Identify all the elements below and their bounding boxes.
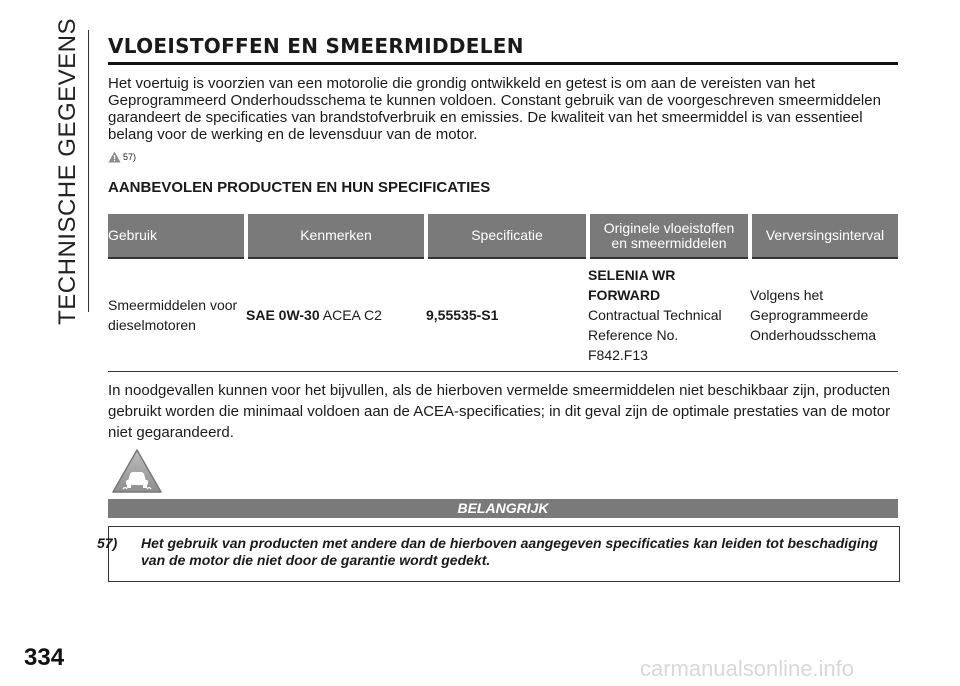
warning-number: 57) [97,535,118,551]
sidebar-section-label: TECHNISCHE GEGEVENS [54,17,81,325]
cell-product-line2: FORWARD [588,287,661,303]
warning-box [97,526,900,582]
cell-interval-line2: Geprogrammeerde [750,307,869,323]
header-originele-line1: Originele vloeistoffen [603,219,735,236]
intro-paragraph: Het voertuig is voorzien van een motorolie die grondig ontwikkeld en getest is om aan de vereisten van het Geprogrammeerd Onderhoudsschema te kunnen voldoen. Constant gebruik van de voorgeschreven smeermiddelen garandeert de specificaties van brandstofverbruik en emissies. De kwaliteit van het smeermiddel is van essentieel belang voor de werking en de levensduur van de motor. [108,75,881,143]
car-warning-icon [111,448,163,494]
cell-interval-line1: Volgens het [750,287,824,303]
cell-product-line1: SELENIA WR [588,267,676,283]
page-number: 334 [24,644,65,671]
cell-interval [750,258,898,372]
sidebar-section-title [52,17,84,325]
header-originele-vloeistoffen [588,214,750,258]
sidebar-divider [88,30,89,312]
header-verversingsinterval: Verversingsinterval [750,214,898,258]
cell-product-line4: Reference No. [588,327,679,343]
header-gebruik: Gebruik [108,214,246,258]
warning-label-bar: BELANGRIJK [108,499,898,518]
specification-table [108,214,898,372]
cell-interval-line3: Onderhoudsschema [750,327,877,343]
header-specificatie: Specificatie [426,214,588,258]
warning-text-paragraph [97,535,889,569]
header-kenmerken: Kenmerken [246,214,426,258]
table-heading: AANBEVOLEN PRODUCTEN EN HUN SPECIFICATIES [108,179,491,196]
header-originele-line2: en smeermiddelen [611,234,727,251]
cell-specificatie: 9,55535-S1 [426,307,499,323]
table-row [108,258,898,372]
cell-gebruik: Smeermiddelen voor dieselmotoren [108,297,238,333]
cell-kenmerken [246,258,426,372]
emergency-note-paragraph: In noodgevallen kunnen voor het bijvullen, als de hierboven vermelde smeermiddelen niet beschikbaar zijn, producten gebruikt worden die minimaal voldoen aan de ACEA-specificaties; in dit geval zijn de optimale prestaties van de motor niet gegarandeerd. [108,382,891,441]
main-content [108,34,898,443]
note-reference-number: 57) [123,152,137,162]
cell-product [588,258,750,372]
cell-kenmerken-acea: ACEA C2 [322,307,382,323]
cell-product-line5: F842.F13 [588,347,648,363]
note-reference[interactable] [108,149,898,165]
table-header-row [108,214,898,258]
warning-triangle-icon [108,151,121,163]
cell-product-line3: Contractual Technical [588,307,722,323]
page-title: VLOEISTOFFEN EN SMEERMIDDELEN [108,34,898,65]
warning-text: Het gebruik van producten met andere dan de hierboven aangegeven specificaties kan leiden tot beschadiging van de motor die niet door de garantie wordt gedekt. [141,535,878,568]
watermark-url: carmanualsonline.info [640,656,855,681]
cell-kenmerken-sae: SAE 0W-30 [246,307,320,323]
